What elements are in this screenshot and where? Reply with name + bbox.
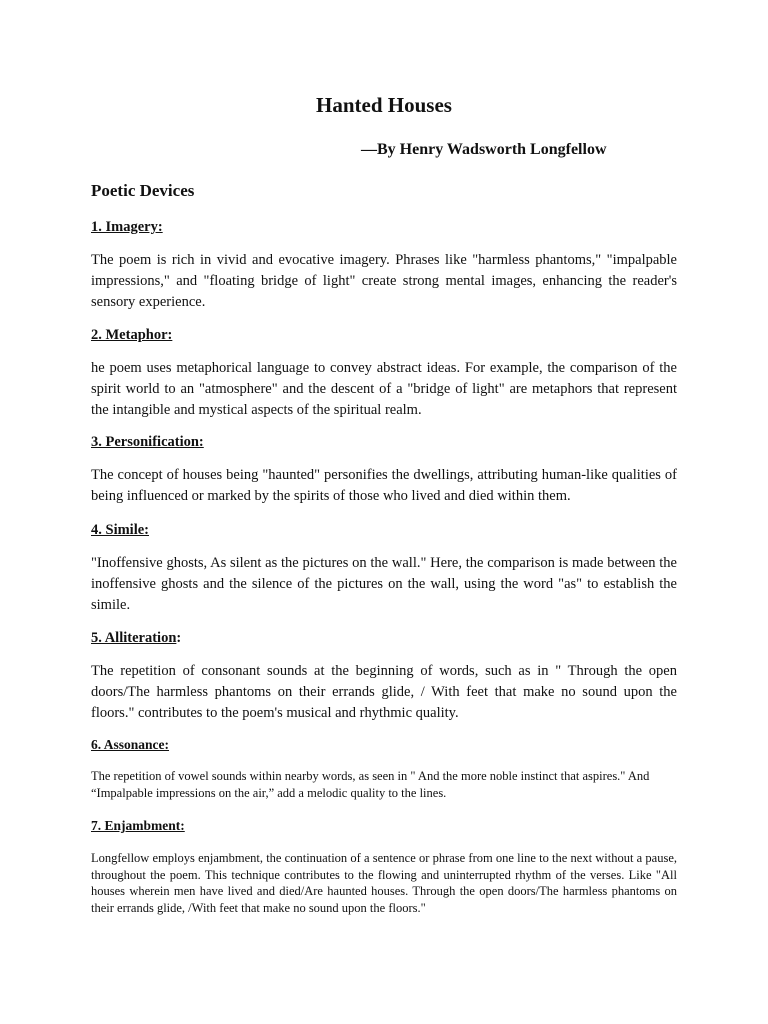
device-imagery: [91, 218, 677, 313]
device-body: "Inoffensive ghosts, As silent as the pictures on the wall." Here, the comparison is made between the inoffensive ghosts and the silence of the pictures on the wall, using the word "as" to establish the simile.: [91, 555, 677, 613]
device-heading: 7. Enjambment:: [91, 818, 185, 833]
device-body: Longfellow employs enjambment, the continuation of a sentence or phrase from one line to the next without a pause, throughout the poem. This technique contributes to the flowing and uninterrupted rhythm of the verses. Like "All houses wherein men have lived and died/Are haunted houses. Through the open doors/The harmless phantoms on their errands glide, /With feet that make no sound upon the floors.": [91, 851, 677, 915]
device-body: The repetition of vowel sounds within nearby words, as seen in " And the more noble instinct that aspires." And “Impalpable impressions on the air,” add a melodic quality to the lines.: [91, 769, 650, 800]
device-simile: [91, 521, 677, 616]
device-body: The concept of houses being "haunted" personifies the dwellings, attributing human-like qualities of being influenced or marked by the spirits of those who lived and died within them.: [91, 467, 677, 504]
device-heading: [91, 629, 677, 647]
device-personification: [91, 433, 677, 507]
device-heading: 2. Metaphor:: [91, 327, 173, 343]
device-assonance: [91, 736, 677, 801]
device-heading: 1. Imagery:: [91, 219, 163, 235]
device-body: The poem is rich in vivid and evocative imagery. Phrases like "harmless phantoms," "impalpable impressions," and "floating bridge of light" create strong mental images, enhancing the reader's sensory experience.: [91, 252, 677, 310]
device-heading-text: 5. Alliteration: [91, 630, 177, 646]
device-heading: 4. Simile:: [91, 522, 149, 538]
device-enjambment: [91, 817, 677, 916]
device-alliteration: [91, 629, 677, 724]
device-heading: 6. Assonance:: [91, 737, 170, 752]
device-body: he poem uses metaphorical language to convey abstract ideas. For example, the comparison of the spirit world to an "atmosphere" and the descent of a "bridge of light" are metaphors that represent the intangible and mystical aspects of the spiritual realm.: [91, 360, 677, 418]
device-body: The repetition of consonant sounds at the beginning of words, such as in " Through the open doors/The harmless phantoms on their errands glide, / With feet that make no sound upon the floors." contributes to the poem's musical and rhythmic quality.: [91, 663, 677, 721]
device-heading-colon: :: [176, 630, 182, 646]
device-metaphor: [91, 326, 677, 421]
section-heading: Poetic Devices: [91, 181, 195, 200]
document-title: Hanted Houses: [316, 93, 452, 117]
author-line: —By Henry Wadsworth Longfellow: [361, 141, 607, 158]
device-heading: 3. Personification:: [91, 434, 204, 450]
